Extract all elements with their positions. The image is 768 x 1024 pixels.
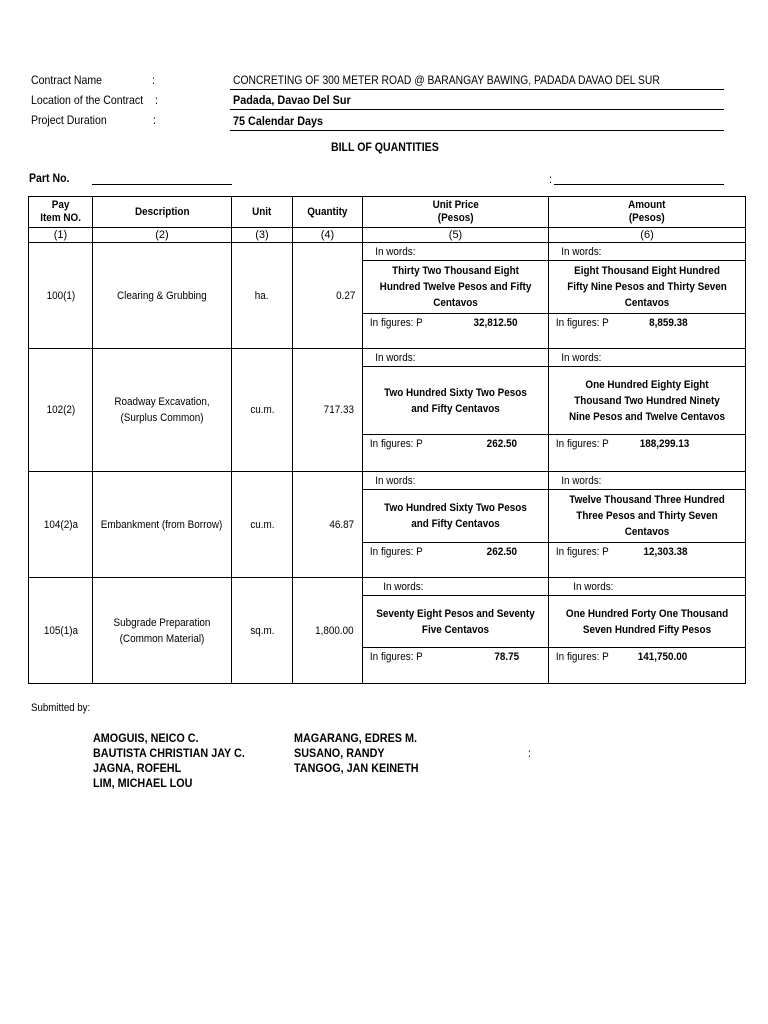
amount-figure-value: 141,750.00: [637, 651, 688, 663]
unit-price-words: Two Hundred Sixty Two Pesos and Fifty Centavos: [363, 367, 549, 435]
contract-name-field: [230, 72, 724, 90]
header-description: Description: [93, 197, 232, 228]
unit-price-words-label: In words:: [363, 578, 549, 596]
header-unit-price: Unit Price (Pesos): [363, 197, 549, 228]
col-number: (6): [549, 228, 746, 243]
boq-table: [28, 196, 746, 684]
names-column-1: [93, 731, 245, 791]
col-number: (2): [93, 228, 232, 243]
item-number: 104(2)a: [29, 472, 93, 578]
header-row: [29, 197, 746, 228]
amount-figure-value: 12,303.38: [643, 546, 688, 558]
unit-price-words: Thirty Two Thousand Eight Hundred Twelve Pesos and Fifty Centavos: [363, 261, 549, 314]
amount-words-label: In words:: [549, 472, 746, 490]
table-row: [29, 243, 746, 261]
amount-figures: In figures: P 141,750.00: [549, 648, 746, 684]
amount-figures: In figures: P 188,299.13: [549, 435, 746, 472]
item-quantity: 717.33: [293, 349, 363, 472]
location-field: [230, 91, 724, 110]
item-unit: sq.m.: [232, 578, 293, 684]
duration-value: 75 Calendar Days: [233, 114, 324, 128]
table-row: [29, 578, 746, 596]
item-quantity: 0.27: [293, 243, 363, 349]
unit-price-words-label: In words:: [363, 349, 549, 367]
item-description: Subgrade Preparation (Common Material): [93, 578, 232, 684]
amount-figures: In figures: P 8,859.38: [549, 314, 746, 349]
item-unit: cu.m.: [232, 472, 293, 578]
duration-field: [230, 111, 724, 131]
header-amount: Amount (Pesos): [549, 197, 746, 228]
location-colon: :: [155, 93, 158, 107]
part-colon: :: [549, 172, 552, 186]
amount-words-label: In words:: [549, 578, 746, 596]
column-number-row: [29, 228, 746, 243]
stray-colon: :: [528, 746, 531, 760]
col-number: (4): [293, 228, 363, 243]
unit-price-figures: In figures: P 32,812.50: [363, 314, 549, 349]
amount-figure-value: 8,859.38: [649, 317, 688, 329]
col-number: (5): [363, 228, 549, 243]
amount-figures: In figures: P 12,303.38: [549, 543, 746, 578]
amount-words: One Hundred Forty One Thousand Seven Hundred Fifty Pesos: [549, 596, 746, 648]
item-unit: cu.m.: [232, 349, 293, 472]
item-description: Roadway Excavation, (Surplus Common): [93, 349, 232, 472]
part-no-label: Part No.: [29, 171, 70, 185]
contract-name-colon: :: [152, 73, 155, 87]
unit-price-figure-value: 262.50: [486, 438, 517, 450]
part-no-field: [92, 170, 232, 185]
doc-title: BILL OF QUANTITIES: [331, 140, 439, 154]
name: AMOGUIS, NEICO C.: [93, 731, 199, 745]
contract-name-value: CONCRETING OF 300 METER ROAD @ BARANGAY BAWING, PADADA DAVAO DEL SUR: [233, 73, 660, 87]
item-quantity: 46.87: [293, 472, 363, 578]
unit-price-figures: In figures: P 262.50: [363, 435, 549, 472]
submitted-by-label: Submitted by:: [31, 702, 91, 714]
name: JAGNA, ROFEHL: [93, 761, 182, 775]
part-right-field: [554, 170, 724, 185]
unit-price-words: Two Hundred Sixty Two Pesos and Fifty Centavos: [363, 490, 549, 543]
amount-words: Twelve Thousand Three Hundred Three Pesos and Thirty Seven Centavos: [549, 490, 746, 543]
name: SUSANO, RANDY: [294, 746, 385, 760]
item-number: 102(2): [29, 349, 93, 472]
duration-colon: :: [153, 113, 156, 127]
unit-price-figure-value: 32,812.50: [473, 317, 518, 329]
table-row: [29, 472, 746, 490]
col-number: (3): [232, 228, 293, 243]
header-pay-item: Pay Item NO.: [29, 197, 93, 228]
item-number: 100(1): [29, 243, 93, 349]
amount-words: Eight Thousand Eight Hundred Fifty Nine Pesos and Thirty Seven Centavos: [549, 261, 746, 314]
location-label: Location of the Contract: [31, 93, 144, 107]
item-quantity: 1,800.00: [293, 578, 363, 684]
amount-words-label: In words:: [549, 349, 746, 367]
header-quantity: Quantity: [293, 197, 363, 228]
name: BAUTISTA CHRISTIAN JAY C.: [93, 746, 245, 760]
name: LIM, MICHAEL LOU: [93, 776, 193, 790]
unit-price-figures: In figures: P 262.50: [363, 543, 549, 578]
duration-label: Project Duration: [31, 113, 107, 127]
unit-price-figures: In figures: P 78.75: [363, 648, 549, 684]
item-description: Embankment (from Borrow): [93, 472, 232, 578]
unit-price-words-label: In words:: [363, 472, 549, 490]
names-column-2: [294, 731, 419, 776]
table-row: [29, 349, 746, 367]
unit-price-words: Seventy Eight Pesos and Seventy Five Centavos: [363, 596, 549, 648]
item-number: 105(1)a: [29, 578, 93, 684]
name: TANGOG, JAN KEINETH: [294, 761, 419, 775]
unit-price-words-label: In words:: [363, 243, 549, 261]
header-unit: Unit: [232, 197, 293, 228]
contract-name-label: Contract Name: [31, 73, 103, 87]
amount-words-label: In words:: [549, 243, 746, 261]
unit-price-figure-value: 262.50: [486, 546, 517, 558]
location-value: Padada, Davao Del Sur: [233, 93, 351, 107]
col-number: (1): [29, 228, 93, 243]
name: MAGARANG, EDRES M.: [294, 731, 418, 745]
amount-words: One Hundred Eighty Eight Thousand Two Hundred Ninety Nine Pesos and Twelve Centavos: [549, 367, 746, 435]
item-unit: ha.: [232, 243, 293, 349]
amount-figure-value: 188,299.13: [639, 438, 690, 450]
unit-price-figure-value: 78.75: [494, 651, 520, 663]
item-description: Clearing & Grubbing: [93, 243, 232, 349]
